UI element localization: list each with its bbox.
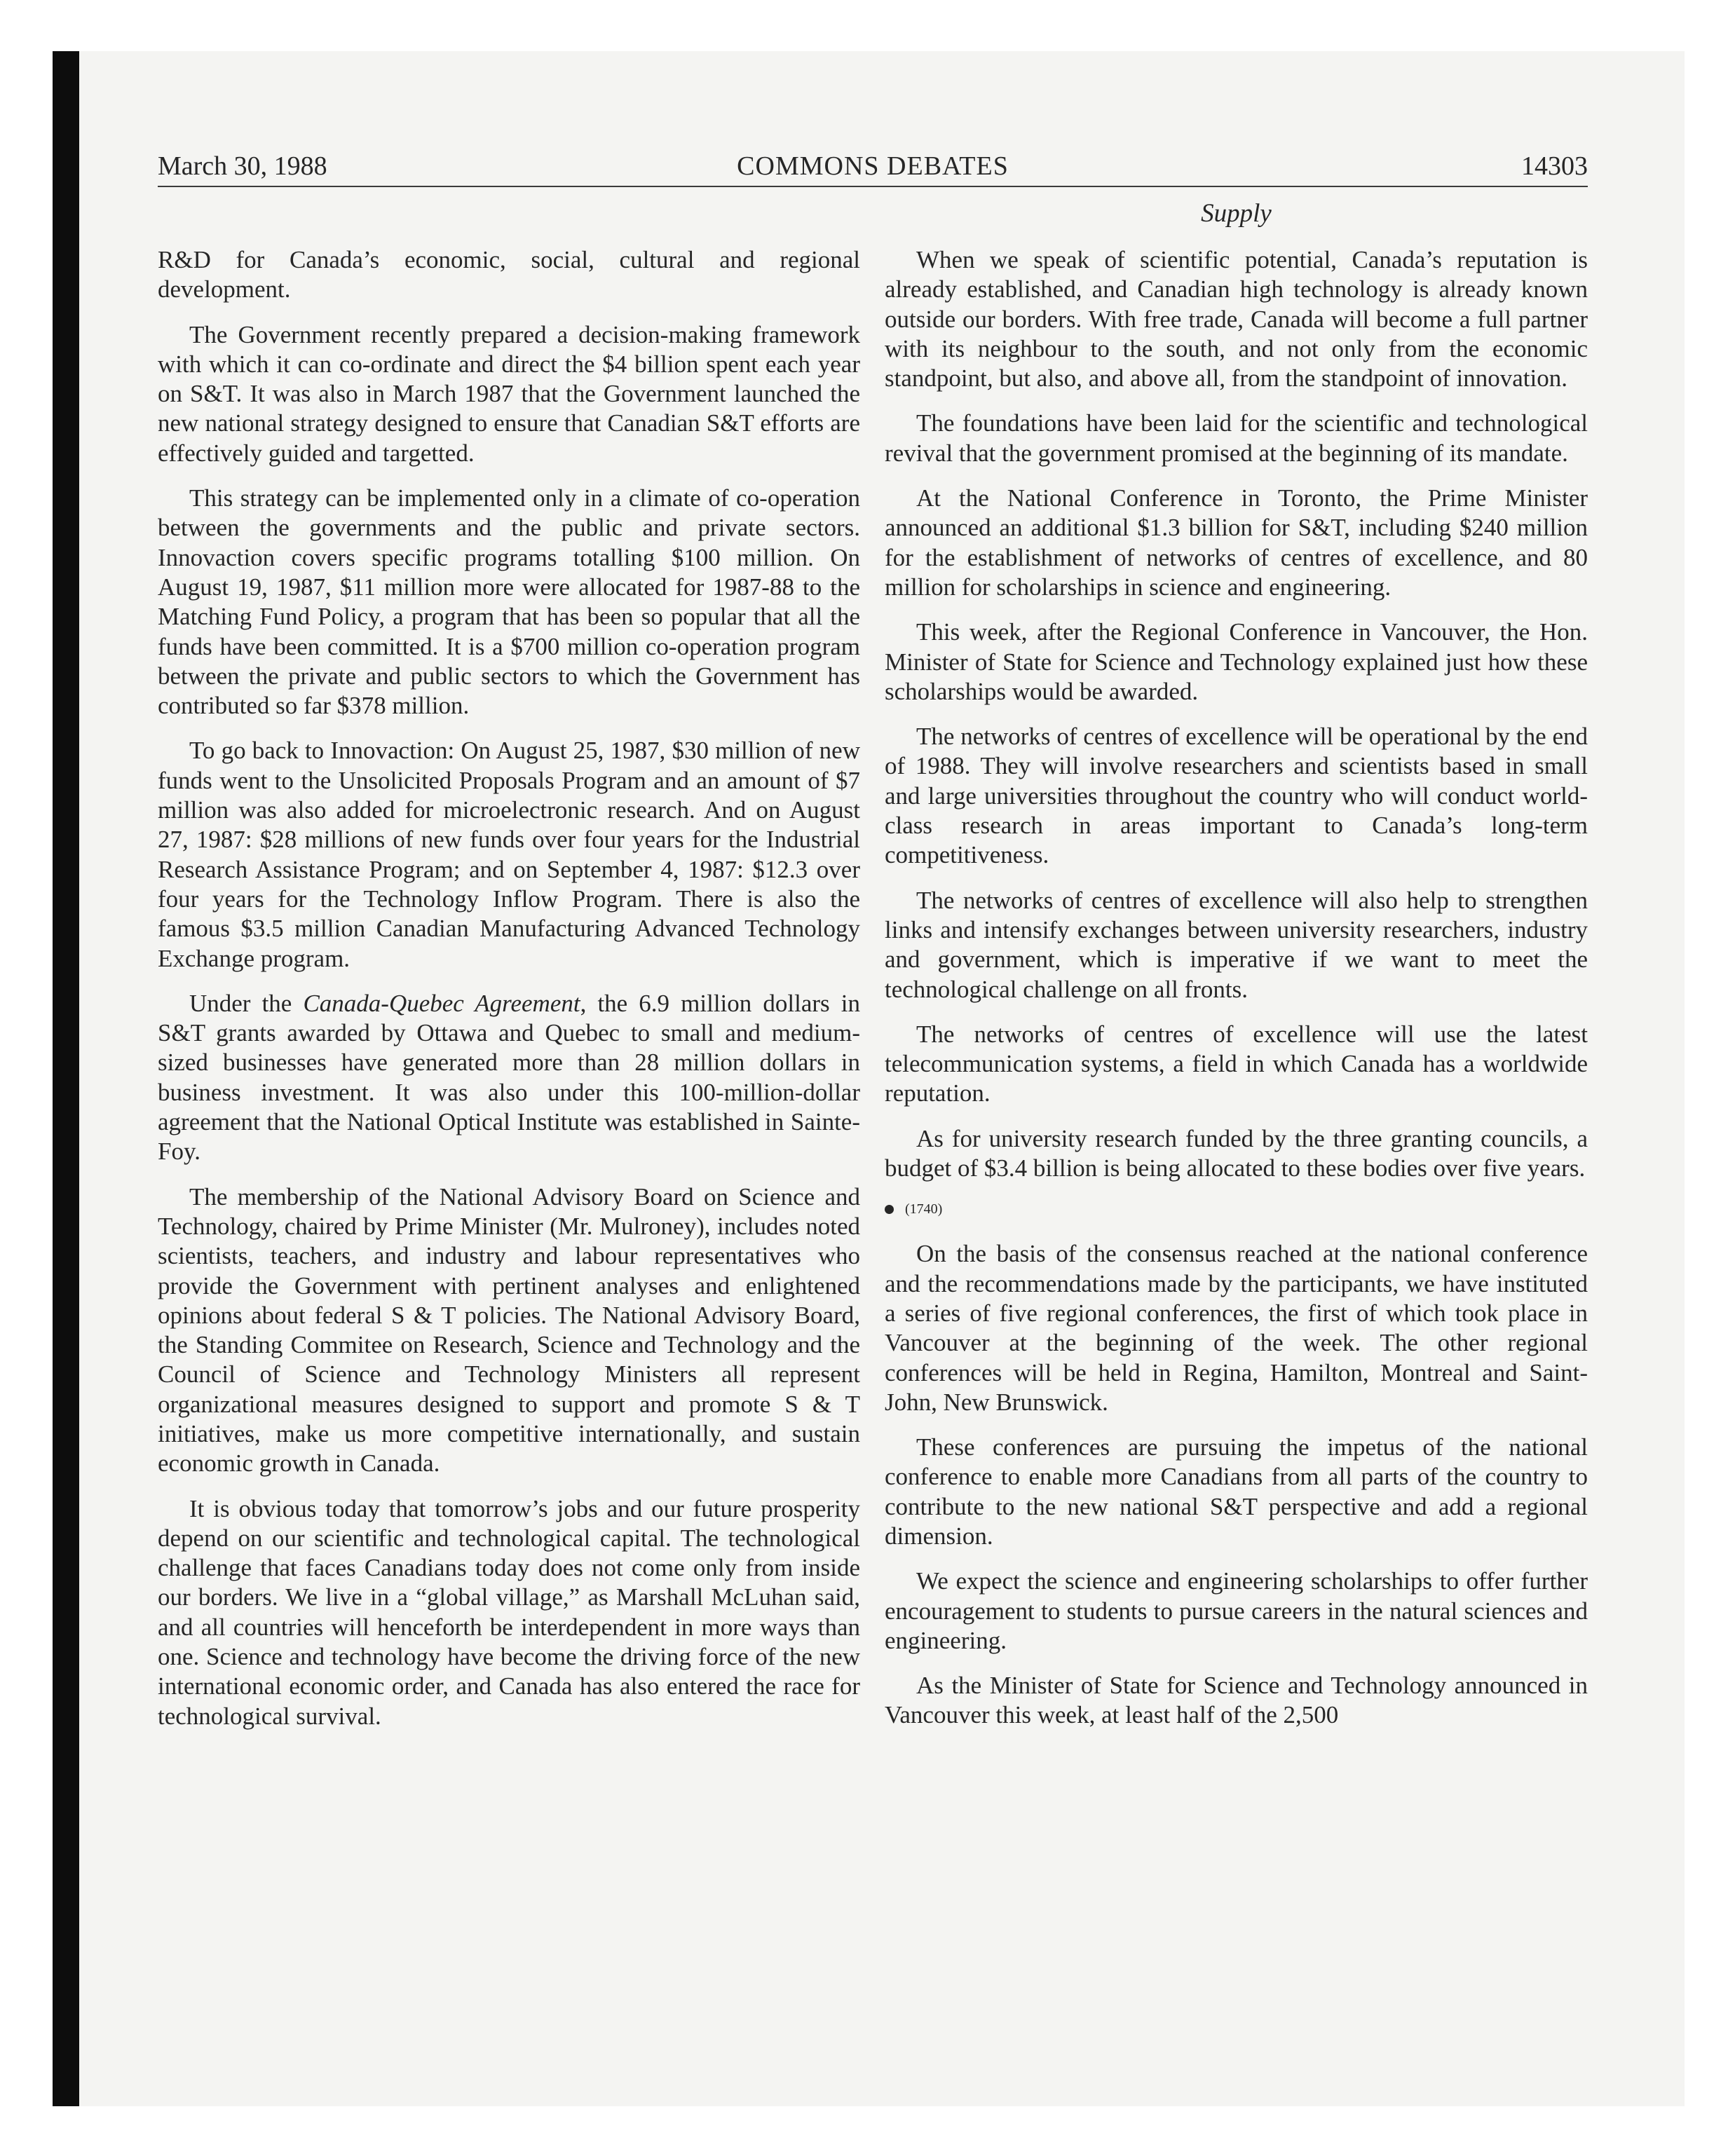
header-date: March 30, 1988: [158, 151, 327, 181]
paragraph: As the Minister of State for Science and Technology announced in Vancouver this week, at least half of the 2,500: [885, 1672, 1588, 1729]
paragraph-text: , the 6.9 million dollars in S&T grants awarded by Ottawa and Quebec to small and medium-sized businesses have generated more than 28 million dollars in business investment. It was also under this 100-million-dollar agreement that the National Optical Institute was established in Sainte-Foy.: [158, 989, 860, 1166]
left-column: [158, 245, 860, 1747]
paragraph: The membership of the National Advisory Board on Science and Technology, chaired by Prime Minister (Mr. Mulroney), includes noted scientists, teachers, and industry and labour representatives who provide the Government with pertinent analyses and enlightened opinions about federal S & T policies. The National Advisory Board, the Standing Commitee on Research, Science and Technology and the Council of Science and Technology Ministers all represent organizational measures designed to support and promote S & T initiatives, make us more competitive internationally, and sustain economic growth in Canada.: [158, 1182, 860, 1478]
paragraph: The networks of centres of excellence will be operational by the end of 1988. They will involve researchers and scientists based in small and large universities throughout the country who will conduct world-class research in areas important to Canada’s long-term competitiveness.: [885, 723, 1588, 869]
page-header: [158, 149, 1588, 187]
paragraph: The networks of centres of excellence will also help to strengthen links and intensify exchanges between university researchers, industry and government, which is imperative if we want to meet the technological challenge on all fronts.: [885, 886, 1588, 1003]
header-page-number: 14303: [1521, 151, 1588, 181]
paragraph-text: Under the: [189, 989, 304, 1017]
paragraph: The Government recently prepared a decision-making framework with which it can co-ordinate and direct the $4 billion spent each year on S&T. It was also in March 1987 that the Government launched the new national strategy designed to ensure that Canadian S&T efforts are effectively guided and targetted.: [158, 320, 860, 467]
paragraph: The networks of centres of excellence will use the latest telecommunication systems, a field in which Canada has a worldwide reputation.: [885, 1020, 1588, 1107]
paragraph: To go back to Innovaction: On August 25, 1987, $30 million of new funds went to the Unsolicited Proposals Program and an amount of $7 million was also added for microelectronic research. And on August 27, 1987: $28 millions of new funds over four years for the Industrial Research Assistance Program; and on September 4, 1987: $12.3 over four years for the Technology Inflow Program. There is also the famous $3.5 million Canadian Manufacturing Advanced Technology Exchange program.: [158, 737, 860, 972]
paragraph: At the National Conference in Toronto, the Prime Minister announced an additional $1.3 billion for S&T, including $240 million for the establishment of networks of centres of excellence, and 80 million for scholarships in science and engineering.: [885, 484, 1588, 601]
paragraph: We expect the science and engineering scholarships to offer further encouragement to students to pursue careers in the natural sciences and engineering.: [885, 1567, 1588, 1654]
paragraph: It is obvious today that tomorrow’s jobs and our future prosperity depend on our scientific and technological capital. The technological challenge that faces Canadians today does not come only from inside our borders. We live in a “global village,” as Marshall McLuhan said, and all countries will henceforth be interdependent in more ways than one. Science and technology have become the driving force of the new international economic order, and Canada has also entered the race for technological survival.: [158, 1494, 860, 1730]
binding-edge: [53, 51, 79, 2106]
paragraph: As for university research funded by the three granting councils, a budget of $3.4 billion is being allocated to these bodies over five years.: [885, 1124, 1588, 1182]
bullet-icon: [885, 1205, 894, 1214]
paragraph: These conferences are pursuing the impetus of the national conference to enable more Canadians from all parts of the country to contribute to the new national S&T perspective and add a regional dimension.: [885, 1433, 1588, 1550]
time-marker: [885, 1199, 1588, 1220]
right-column: [885, 245, 1588, 1746]
paragraph: This strategy can be implemented only in a climate of co-operation between the governments and the public and private sectors. Innovaction covers specific programs totalling $100 million. On August 19, 1987, $11 million more were allocated for 1987-88 to the Matching Fund Policy, a program that has been so popular that all the funds have been committed. It is a $700 million co-operation program between the private and public sectors to which the Government has contributed so far $378 million.: [158, 484, 860, 720]
paragraph: The foundations have been laid for the scientific and technological revival that the government promised at the beginning of its mandate.: [885, 409, 1588, 467]
paragraph: This week, after the Regional Conference in Vancouver, the Hon. Minister of State for Science and Technology explained just how these scholarships would be awarded.: [885, 618, 1588, 705]
time-marker-text: (1740): [905, 1201, 943, 1217]
section-title: Supply: [1201, 199, 1272, 228]
paragraph: R&D for Canada’s economic, social, cultural and regional development.: [158, 246, 860, 303]
paragraph: When we speak of scientific potential, Canada’s reputation is already established, and Canadian high technology is already known outside our borders. With free trade, Canada will become a full partner with its neighbour to the south, and not only from the economic standpoint, but also, and above all, from the standpoint of innovation.: [885, 246, 1588, 393]
paragraph: On the basis of the consensus reached at the national conference and the recommendations made by the participants, we have instituted a series of five regional conferences, the first of which took place in Vancouver at the beginning of the week. The other regional conferences will be held in Regina, Hamilton, Montreal and Saint-John, New Brunswick.: [885, 1240, 1588, 1416]
agreement-title: Canada-Quebec Agreement: [303, 989, 580, 1017]
paragraph: [158, 989, 860, 1167]
header-title: COMMONS DEBATES: [737, 151, 1009, 181]
